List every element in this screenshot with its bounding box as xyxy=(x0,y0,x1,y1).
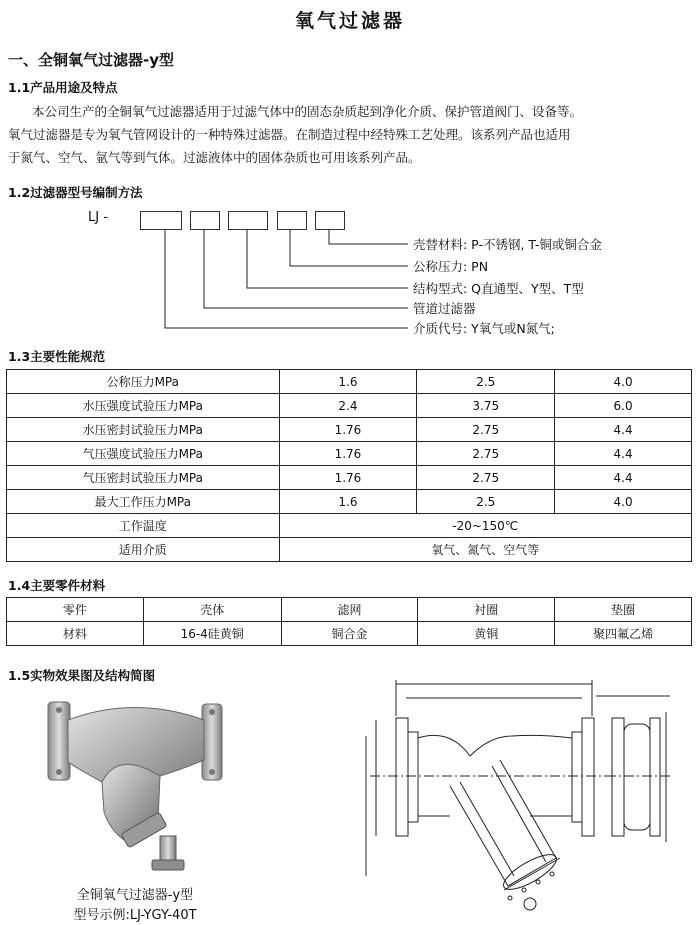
model-box-4 xyxy=(277,211,307,230)
leader-line-material xyxy=(329,228,408,244)
table-header-cell: 壳体 xyxy=(143,598,281,622)
table-row xyxy=(7,370,692,394)
table-cell: 4.4 xyxy=(555,466,692,490)
code-label-material: 壳替材料: P-不锈钢, T-铜或铜合金 xyxy=(413,237,602,252)
table-header-cell: 滤网 xyxy=(281,598,418,622)
table-cell: 水压密封试验压力MPa xyxy=(7,418,280,442)
code-label-structure: 结构型式: Q直通型、Y型、T型 xyxy=(413,281,584,296)
usage-line-2: 氧气过滤器是专为氧气管网设计的一种特殊过滤器。在制造过程中经特殊工艺处理。该系列产品也适用 xyxy=(8,127,571,142)
table-cell: 2.75 xyxy=(417,442,555,466)
usage-line-1: 本公司生产的全铜氧气过滤器适用于过滤气体中的固态杂质起到净化介质、保护管道阀门、设备等。 xyxy=(32,104,583,119)
table-cell: 4.4 xyxy=(555,442,692,466)
subsection-heading-usage: 1.1产品用途及特点 xyxy=(8,80,118,95)
table-cell: 1.76 xyxy=(279,442,417,466)
subsection-heading-specs: 1.3主要性能规范 xyxy=(8,349,106,364)
table-row xyxy=(7,538,692,562)
table-cell: 4.0 xyxy=(555,370,692,394)
table-cell: 氧气、氮气、空气等 xyxy=(279,538,691,562)
table-header-cell: 垫圈 xyxy=(555,598,692,622)
table-cell: 16-4硅黄铜 xyxy=(143,622,281,646)
subsection-heading-figures: 1.5实物效果图及结构简图 xyxy=(8,668,156,683)
table-cell: 铜合金 xyxy=(281,622,418,646)
table-cell: 聚四氟乙烯 xyxy=(555,622,692,646)
table-cell: 2.5 xyxy=(417,490,555,514)
table-cell: 材料 xyxy=(7,622,144,646)
page-title: 氧气过滤器 xyxy=(294,10,405,32)
photo-model-example: 型号示例:LJ-YGY-40T xyxy=(73,908,197,923)
table-row xyxy=(7,418,692,442)
table-cell: 适用介质 xyxy=(7,538,280,562)
table-row xyxy=(7,442,692,466)
leader-line-pipe xyxy=(204,228,408,308)
code-label-pipe: 管道过滤器 xyxy=(413,301,476,316)
model-box-2 xyxy=(190,211,220,230)
table-cell: 2.75 xyxy=(417,418,555,442)
table-row xyxy=(7,622,692,646)
table-cell: -20~150℃ xyxy=(279,514,691,538)
subsection-heading-model: 1.2过滤器型号编制方法 xyxy=(8,185,143,200)
table-cell: 气压密封试验压力MPa xyxy=(7,466,280,490)
model-box-1 xyxy=(140,211,182,230)
leader-line-structure xyxy=(247,228,408,288)
table-cell: 2.4 xyxy=(279,394,417,418)
photo-caption: 全铜氧气过滤器-y型 xyxy=(76,888,194,903)
table-cell: 最大工作压力MPa xyxy=(7,490,280,514)
table-cell: 4.4 xyxy=(555,418,692,442)
table-row xyxy=(7,466,692,490)
table-cell: 2.5 xyxy=(417,370,555,394)
model-prefix: LJ - xyxy=(88,210,108,225)
table-cell: 1.76 xyxy=(279,418,417,442)
structure-drawing xyxy=(360,676,680,916)
table-cell: 6.0 xyxy=(555,394,692,418)
table-cell: 水压强度试验压力MPa xyxy=(7,394,280,418)
leader-line-medium xyxy=(165,228,408,328)
table-cell: 工作温度 xyxy=(7,514,280,538)
usage-line-3: 于氮气、空气、氩气等到气体。过滤液体中的固体杂质也可用该系列产品。 xyxy=(8,150,421,165)
subsection-heading-materials: 1.4主要零件材料 xyxy=(8,578,106,593)
product-photo xyxy=(40,690,230,880)
table-cell: 公称压力MPa xyxy=(7,370,280,394)
materials-table xyxy=(6,597,692,646)
table-row xyxy=(7,394,692,418)
table-header-cell: 零件 xyxy=(7,598,144,622)
table-cell: 黄铜 xyxy=(418,622,555,646)
leader-line-pressure xyxy=(290,228,408,266)
section-heading: 一、全铜氧气过滤器-y型 xyxy=(8,51,175,69)
model-box-5 xyxy=(315,211,345,230)
specs-table xyxy=(6,369,692,562)
code-label-pressure: 公称压力: PN xyxy=(413,259,489,274)
table-cell: 4.0 xyxy=(555,490,692,514)
table-cell: 气压强度试验压力MPa xyxy=(7,442,280,466)
code-label-medium: 介质代号: Y氧气或N氮气; xyxy=(413,321,555,336)
table-cell: 1.6 xyxy=(279,370,417,394)
table-cell: 1.76 xyxy=(279,466,417,490)
model-box-3 xyxy=(228,211,268,230)
table-header-cell: 衬圈 xyxy=(418,598,555,622)
table-cell: 1.6 xyxy=(279,490,417,514)
table-cell: 2.75 xyxy=(417,466,555,490)
table-row xyxy=(7,514,692,538)
table-row xyxy=(7,490,692,514)
table-cell: 3.75 xyxy=(417,394,555,418)
model-code-diagram xyxy=(0,0,700,345)
table-row xyxy=(7,598,692,622)
